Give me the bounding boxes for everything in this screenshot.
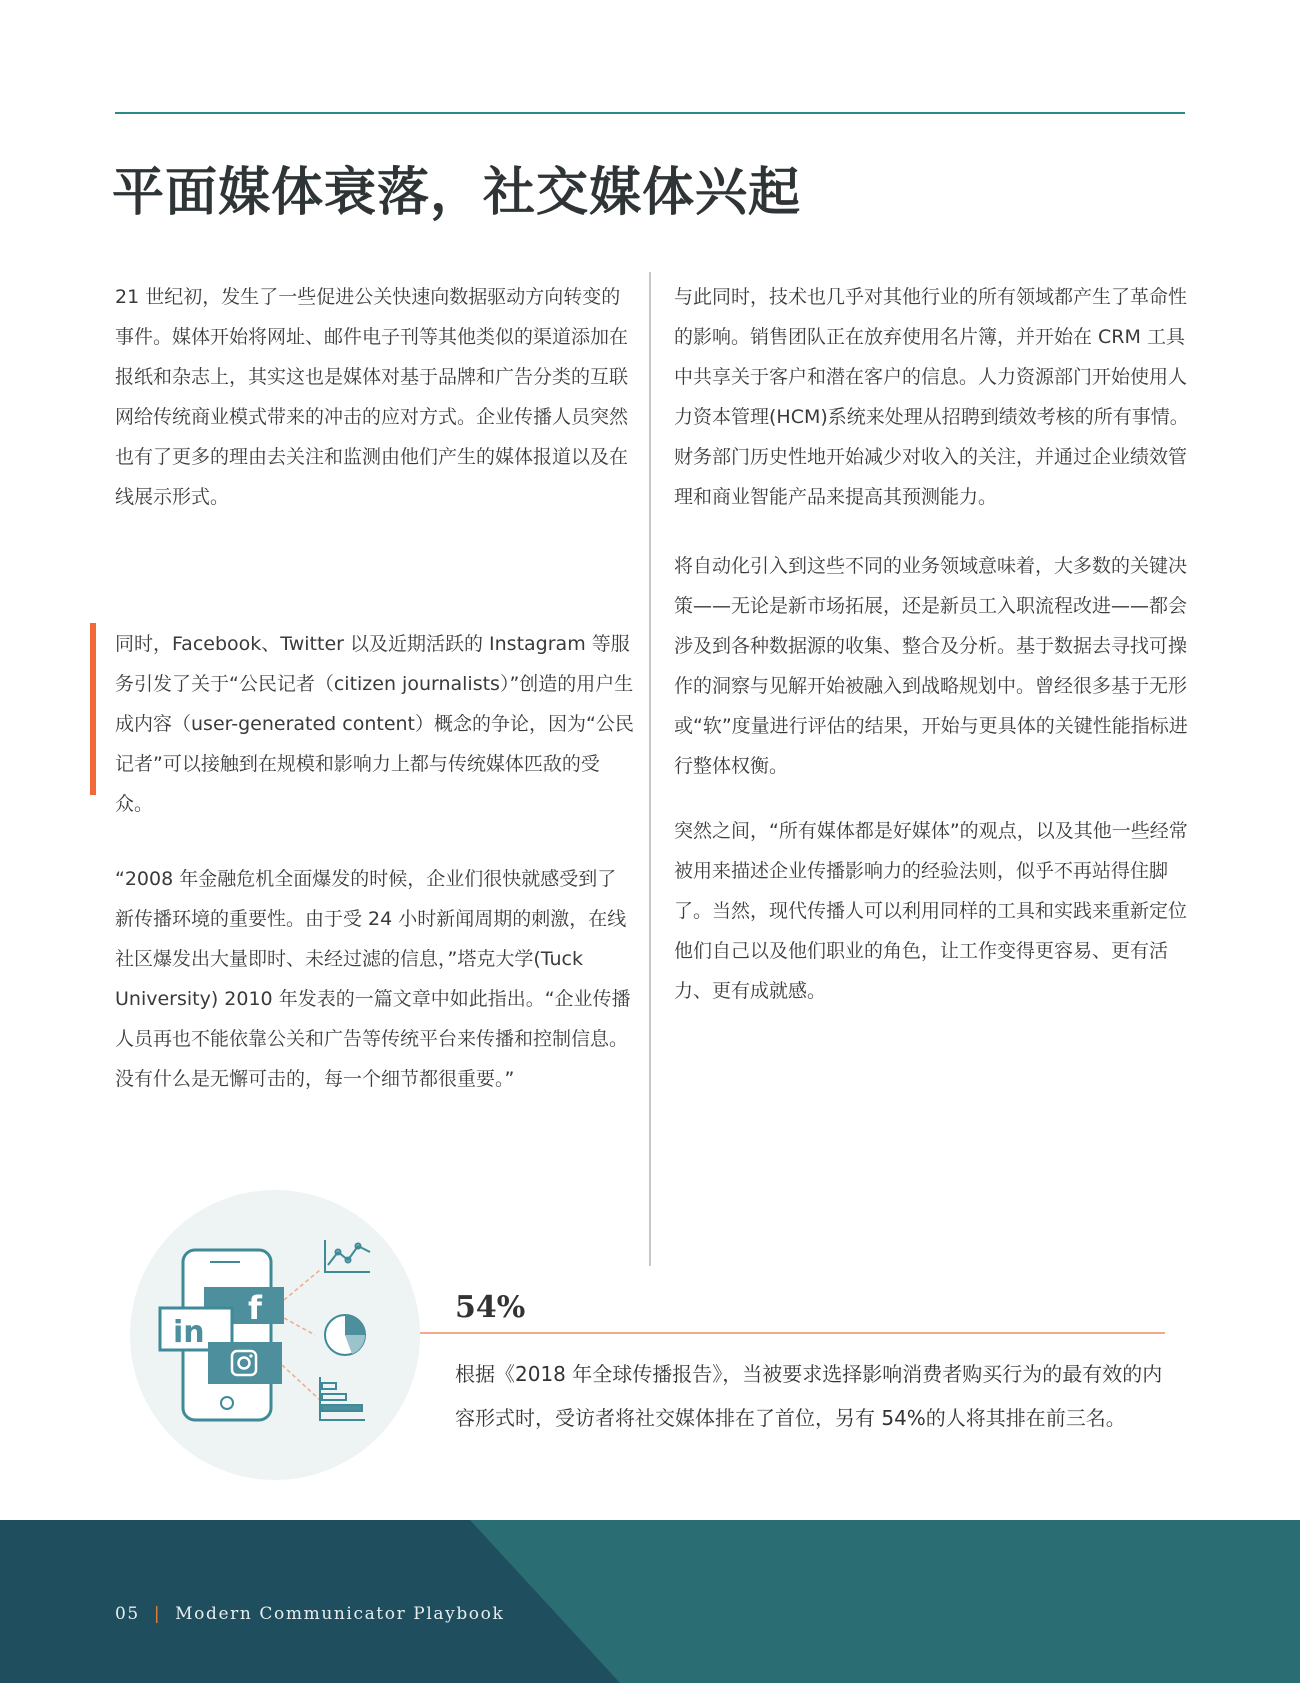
callout-paragraph bbox=[115, 624, 635, 824]
page-number: 05 bbox=[115, 1604, 140, 1624]
footer-label bbox=[115, 1604, 504, 1624]
page-title: 平面媒体衰落，社交媒体兴起 bbox=[112, 163, 802, 223]
facebook-glyph: f bbox=[248, 1289, 262, 1327]
social-media-illustration bbox=[130, 1190, 420, 1480]
pie-chart-icon bbox=[325, 1315, 365, 1355]
right-text-1: 与此同时，技术也几乎对其他行业的所有领域都产生了革命性的影响。销售团队正在放弃使用名片簿，并开始在 CRM 工具中共享关于客户和潜在客户的信息。人力资源部门开始使用人力资本管理(HCM)系统来处理从招聘到绩效考核的所有事情。财务部门历史性地开始减少对收入的关注，并通过企业绩效管理和商业智能产品来提高其预测能力。 bbox=[674, 286, 1189, 508]
footer-separator: | bbox=[153, 1604, 162, 1624]
stat-description: 根据《2018 年全球传播报告》，当被要求选择影响消费者购买行为的最有效的内容形式时，受访者将社交媒体排在了首位，另有 54%的人将其排在前三名。 bbox=[455, 1362, 1163, 1430]
column-divider bbox=[649, 272, 651, 1266]
callout-accent-bar bbox=[90, 623, 96, 795]
page-footer bbox=[0, 1520, 1300, 1683]
right-paragraph-2 bbox=[674, 546, 1190, 786]
right-text-3: 突然之间，“所有媒体都是好媒体”的观点，以及其他一些经常被用来描述企业传播影响力的经验法则，似乎不再站得住脚了。当然，现代传播人可以利用同样的工具和实践来重新定位他们自己以及他们职业的角色，让工作变得更容易、更有活力、更有成就感。 bbox=[674, 820, 1188, 1002]
stat-value: 54% bbox=[455, 1290, 526, 1325]
footer-background bbox=[0, 1520, 1300, 1683]
quote-text: “2008 年金融危机全面爆发的时候，企业们很快就感受到了新传播环境的重要性。由于受 24 小时新闻周期的刺激，在线社区爆发出大量即时、未经过滤的信息，”塔克大学(Tuck University) 2010 年发表的一篇文章中如此指出。“企业传播人员再也不能依靠公关和广告等传统平台来传播和控制信息。没有什么是无懈可击的，每一个细节都很重要。” bbox=[115, 868, 631, 1090]
instagram-icon bbox=[208, 1342, 282, 1384]
quote-paragraph bbox=[115, 859, 635, 1099]
stat-rule bbox=[420, 1332, 1165, 1334]
right-paragraph-1 bbox=[674, 277, 1190, 517]
intro-text: 21 世纪初，发生了一些促进公关快速向数据驱动方向转变的事件。媒体开始将网址、邮件电子刊等其他类似的渠道添加在报纸和杂志上，其实这也是媒体对基于品牌和广告分类的互联网给传统商业模式带来的冲击的应对方式。企业传播人员突然也有了更多的理由去关注和监测由他们产生的媒体报道以及在线展示形式。 bbox=[115, 286, 629, 508]
top-rule bbox=[115, 112, 1185, 114]
publication-name: Modern Communicator Playbook bbox=[175, 1604, 505, 1624]
right-paragraph-3 bbox=[674, 811, 1190, 1011]
callout-text: 同时，Facebook、Twitter 以及近期活跃的 Instagram 等服务引发了关于“公民记者（citizen journalists）”创造的用户生成内容（user-generated content）概念的争论，因为“公民记者”可以接触到在规模和影响力上都与传统媒体匹敌的受众。 bbox=[115, 633, 634, 815]
left-intro-paragraph bbox=[115, 277, 635, 517]
right-text-2: 将自动化引入到这些不同的业务领域意味着，大多数的关键决策——无论是新市场拓展，还是新员工入职流程改进——都会涉及到各种数据源的收集、整合及分析。基于数据去寻找可操作的洞察与见解开始被融入到战略规划中。曾经很多基于无形或“软”度量进行评估的结果，开始与更具体的关键性能指标进行整体权衡。 bbox=[674, 555, 1188, 777]
linkedin-glyph: in bbox=[173, 1315, 205, 1350]
